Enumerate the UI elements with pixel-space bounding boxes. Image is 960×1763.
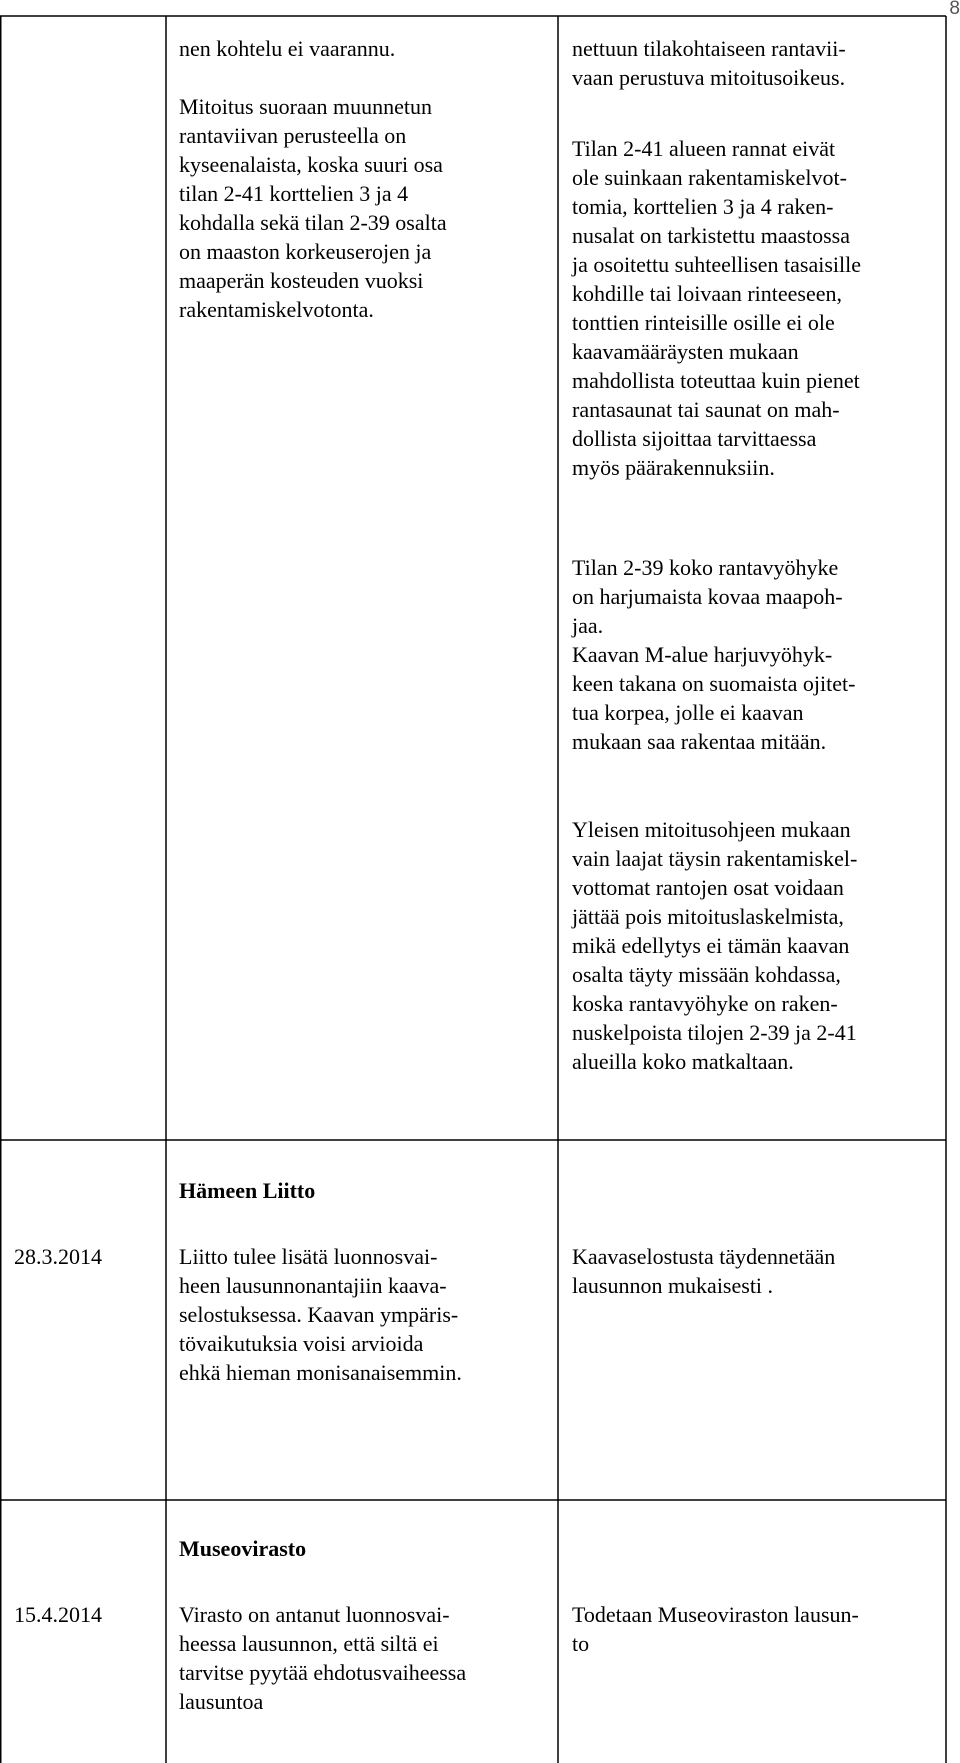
response-paragraph-2: Tilan 2-39 koko rantavyöhyke on harjumaista kovaa maapoh- jaa. Kaavan M-alue harjuvyöhyk- keen takana on suomaista ojitet- tua korpea, jolle ei kaavan mukaan saa rakentaa mitään. — [572, 555, 856, 754]
opinion-text: Virasto on antanut luonnosvai- heessa lausunnon, että siltä ei tarvitse pyytää ehdotusvaiheessa lausuntoa — [179, 1602, 467, 1714]
row-date: 28.3.2014 — [14, 1244, 102, 1269]
response-text: Kaavaselostusta täydennetään lausunnon mukaisesti . — [572, 1244, 836, 1298]
opinion-text: Liitto tulee lisätä luonnosvai- heen lausunnonantajiin kaava- selostuksessa. Kaavan ympäris- tövaikutuksia voisi arvioida ehkä hieman monisanaisemmin. — [179, 1244, 462, 1385]
continued-opinion-text: nen kohtelu ei vaarannu. Mitoitus suoraan muunnetun rantaviivan perusteella on kyseenalaista, koska suuri osa tilan 2-41 korttelien 3 ja 4 kohdalla sekä tilan 2-39 osalta on maaston korkeuserojen ja maaperän kosteuden vuoksi rakentamiskelvotonta. — [179, 36, 447, 322]
response-text: Todetaan Museoviraston lausun- to — [572, 1602, 859, 1656]
organization-name: Hämeen Liitto — [179, 1178, 316, 1203]
organization-name: Museovirasto — [179, 1536, 307, 1561]
response-paragraph-3: Yleisen mitoitusohjeen mukaan vain laajat täysin rakentamiskel- vottomat rantojen osat voidaan jättää pois mitoituslaskelmista, mikä edellytys ei tämän kaavan osalta täyty missään kohdassa, koska rantavyöhyke on raken- nuskelpoista tilojen 2-39 ja 2-41 alueilla koko matkaltaan. — [572, 817, 858, 1074]
row-date: 15.4.2014 — [14, 1602, 102, 1627]
page-number: 8 — [949, 0, 960, 19]
continued-response-text: nettuun tilakohtaiseen rantavii- vaan perustuva mitoitusoikeus. — [572, 36, 846, 90]
response-paragraph-1: Tilan 2-41 alueen rannat eivät ole suinkaan rakentamiskelvot- tomia, korttelien 3 ja 4 raken- nusalat on tarkistettu maastossa ja osoitettu suhteellisen tasaisille kohdille tai loivaan rinteeseen, tonttien rinteisille osille ei ole kaavamääräysten mukaan mahdollista toteuttaa kuin pienet rantasaunat tai saunat on mah- dollista sijoittaa tarvittaessa myös päärakennuksiin. — [572, 136, 861, 480]
